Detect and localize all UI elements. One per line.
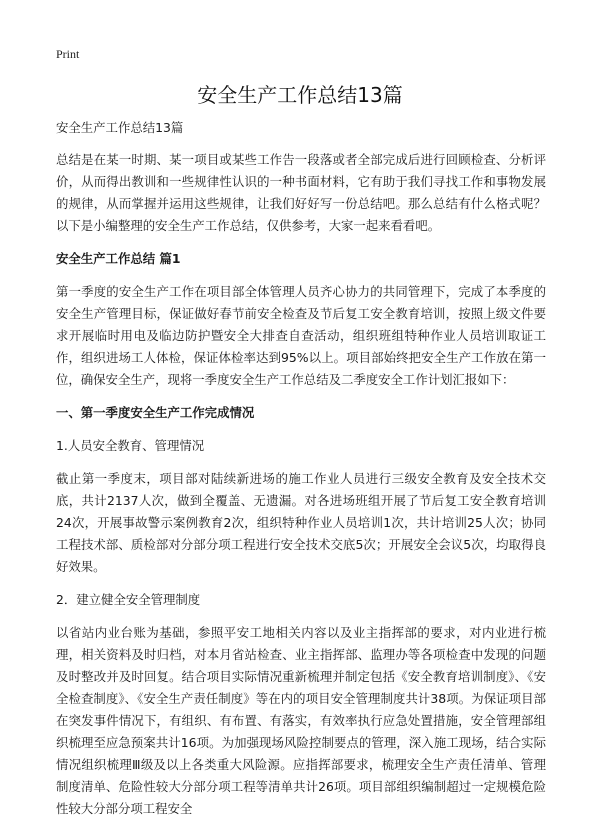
- subsection-heading-2: 2．建立健全安全管理制度: [56, 592, 201, 607]
- document-title: 安全生产工作总结13篇: [197, 83, 403, 107]
- article-intro-paragraph: 第一季度的安全生产工作在项目部全体管理人员齐心协力的共同管理下，完成了本季度的安全生产管理目标，保证做好春节前安全检查及节后复工安全教育培训，按照上级文件要求开展临时用电及临边防护暨安全大排查自查活动，组织班组特种作业人员培训取证工作，组织进场工人体检，保证体检率达到95%以上。项目部始终把安全生产工作放在第一位，确保安全生产，现将一季度安全生产工作总结及二季度安全工作计划汇报如下：: [56, 284, 546, 387]
- section-heading: 一、第一季度安全生产工作完成情况: [56, 405, 255, 420]
- article-heading: 安全生产工作总结 篇1: [56, 251, 181, 266]
- print-link[interactable]: Print: [56, 47, 80, 61]
- subsection-2-paragraph: 以省站内业台账为基础，参照平安工地相关内容以及业主指挥部的要求，对内业进行梳理，相关资料及时归档，对本月省站检查、业主指挥部、监理办等各项检查中发现的问题及时整改并及时回复。结合项目实际情况重新梳理并制定包括《安全教育培训制度》、《安全检查制度》、《安全生产责任制度》等在内的项目安全管理制度共计38项。为保证项目部在突发事件情况下，有组织、有布置、有落实，有效率执行应急处置措施，安全管理部组织梳理至应急预案共计16项。为加强现场风险控制要点的管理，深入施工现场，结合实际情况组织梳理Ⅲ级及以上各类重大风险源。应指挥部要求，梳理安全生产责任清单、管理制度清单、危险性较大分部分项工程等清单共计26项。项目部组织编制超过一定规模危险性较大分部分项工程安全: [56, 625, 546, 816]
- subsection-1-paragraph: 截止第一季度末，项目部对陆续新进场的施工作业人员进行三级安全教育及安全技术交底，共计2137人次，做到全覆盖、无遗漏。对各进场班组开展了节后复工安全教育培训24次，开展事故警示案例教育2次，组织特种作业人员培训1次，共计培训25人次；协同工程技术部、质检部对分部分项工程进行安全技术交底5次；开展安全会议5次，均取得良好效果。: [56, 471, 546, 574]
- document-subtitle: 安全生产工作总结13篇: [56, 120, 184, 135]
- document-body: [56, 117, 546, 831]
- intro-paragraph: 总结是在某一时期、某一项目或某些工作告一段落或者全部完成后进行回顾检查、分析评价，从而得出教训和一些规律性认识的一种书面材料，它有助于我们寻找工作和事物发展的规律，从而掌握并运用这些规律，让我们好好写一份总结吧。那么总结有什么格式呢？以下是小编整理的安全生产工作总结，仅供参考，大家一起来看看吧。: [56, 152, 546, 233]
- subsection-heading-1: 1.人员安全教育、管理情况: [56, 438, 205, 453]
